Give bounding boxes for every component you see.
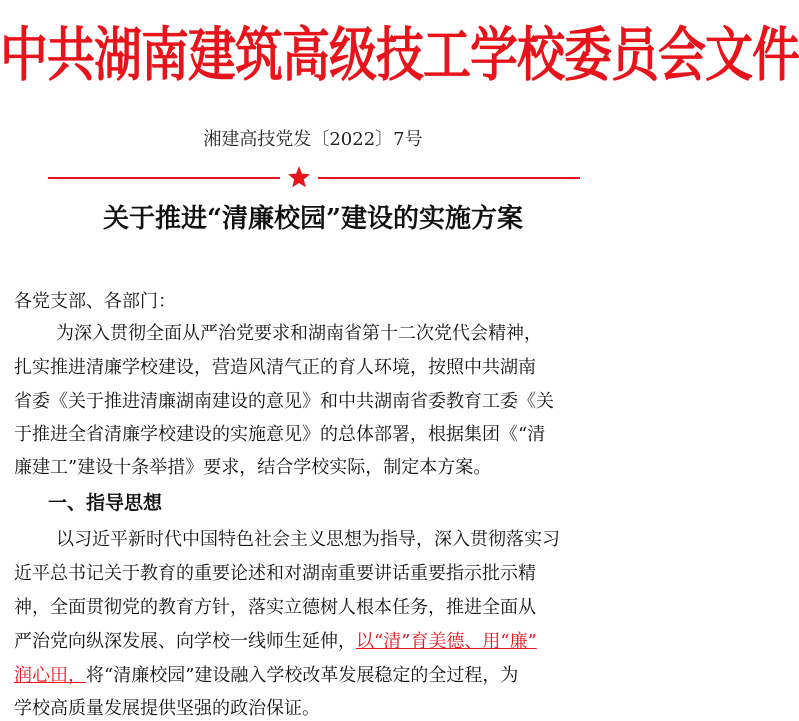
- intro-line-4: 于推进全省清廉学校建设的实施意见》的总体部署，根据集团《“清: [14, 424, 546, 445]
- document-number: 湘建高技党发〔2022〕7号: [203, 129, 423, 150]
- header-rule-right: [318, 177, 580, 179]
- section1-line-5-text: 将“清廉校园”建设融入学校改革发展稳定的全过程，为: [86, 665, 519, 686]
- highlighted-revision-text-cont: 润心田，: [14, 665, 86, 686]
- red-star-icon: [287, 165, 311, 189]
- section1-line-3: 神，全面贯彻党的教育方针，落实立德树人根本任务，推进全面从: [14, 597, 536, 618]
- section1-line-6: 学校高质量发展提供坚强的政治保证。: [14, 698, 320, 719]
- section1-line-2: 近平总书记关于教育的重要论述和对湖南重要讲话重要指示批示精: [14, 563, 536, 584]
- section1-line-1: 以习近平新时代中国特色社会主义思想为指导，深入贯彻落实习: [56, 529, 560, 550]
- section1-line-5: [14, 664, 518, 688]
- intro-line-1: 为深入贯彻全面从严治党要求和湖南省第十二次党代会精神，: [56, 323, 542, 344]
- section1-line-4: [14, 630, 537, 654]
- intro-line-3: 省委《关于推进清廉湖南建设的意见》和中共湖南省委教育工委《关: [14, 391, 554, 412]
- header-rule-left: [48, 177, 280, 179]
- section1-line-4-text: 严治党向纵深发展、向学校一线师生延伸，: [14, 631, 356, 652]
- document-org-title: 中共湖南建筑高级技工学校委员会文件: [0, 21, 799, 90]
- salutation: 各党支部、各部门：: [14, 291, 176, 312]
- document-title: 关于推进“清廉校园”建设的实施方案: [103, 204, 523, 234]
- intro-line-2: 扎实推进清廉学校建设，营造风清气正的育人环境，按照中共湖南: [14, 357, 536, 378]
- highlighted-revision-text: 以“清”育美德、用“廉”: [356, 631, 537, 652]
- intro-line-5: 廉建工”建设十条举措》要求，结合学校实际，制定本方案。: [14, 457, 492, 478]
- section-heading-guiding-ideology: 一、指导思想: [48, 492, 163, 514]
